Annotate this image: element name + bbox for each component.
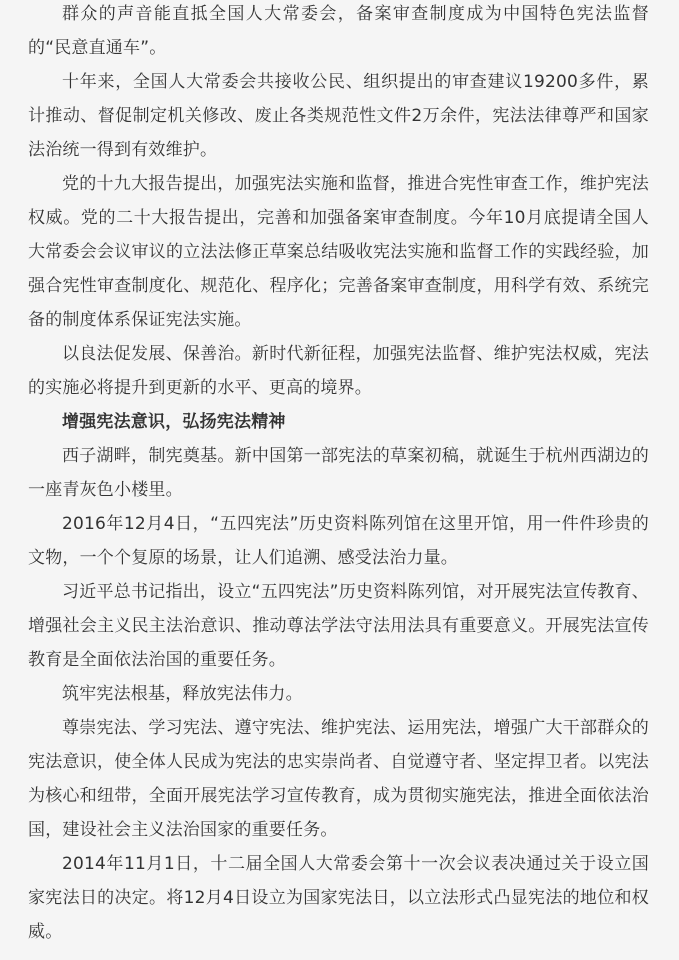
paragraph-museum-opening: 2016年12月4日，“五四宪法”历史资料陈列馆在这里开馆，用一件件珍贵的文物，一个个复原的场景，让人们追溯、感受法治力量。 (28, 514, 649, 568)
paragraph-review-suggestions: 十年来，全国人大常委会共接收公民、组织提出的审查建议19200多件，累计推动、督促制定机关修改、废止各类规范性文件2万余件，宪法法律尊严和国家法治统一得到有效维护。 (28, 72, 649, 160)
section-heading: 增强宪法意识，弘扬宪法精神 (62, 412, 286, 432)
paragraph-party-reports: 党的十九大报告提出，加强宪法实施和监督，推进合宪性审查工作，维护宪法权威。党的二十大报告提出，完善和加强备案审查制度。今年10月底提请全国人大常委会会议审议的立法法修正草案总结吸收宪法实施和监督工作的实践经验，加强合宪性审查制度化、规范化、程序化；完善备案审查制度，用科学有效、系统完备的制度体系保证宪法实施。 (28, 174, 649, 330)
paragraph-constitution-day: 2014年11月1日，十二届全国人大常委会第十一次会议表决通过关于设立国家宪法日的决定。将12月4日设立为国家宪法日，以立法形式凸显宪法的地位和权威。 (28, 854, 649, 942)
paragraph-good-law: 以良法促发展、保善治。新时代新征程，加强宪法监督、维护宪法权威，宪法的实施必将提升到更新的水平、更高的境界。 (28, 344, 649, 398)
paragraph-west-lake: 西子湖畔，制宪奠基。新中国第一部宪法的草案初稿，就诞生于杭州西湖边的一座青灰色小楼里。 (28, 446, 649, 500)
paragraph-petition-channel: 群众的声音能直抵全国人大常委会，备案审查制度成为中国特色宪法监督的“民意直通车”。 (28, 4, 649, 58)
paragraph-foundation: 筑牢宪法根基，释放宪法伟力。 (62, 684, 303, 704)
paragraph-xi-remarks: 习近平总书记指出，设立“五四宪法”历史资料陈列馆，对开展宪法宣传教育、增强社会主义民主法治意识、推动尊法学法守法用法具有重要意义。开展宪法宣传教育是全面依法治国的重要任务。 (28, 582, 649, 670)
paragraph-respect-constitution: 尊崇宪法、学习宪法、遵守宪法、维护宪法、运用宪法，增强广大干部群众的宪法意识，使全体人民成为宪法的忠实崇尚者、自觉遵守者、坚定捍卫者。以宪法为核心和纽带，全面开展宪法学习宣传教育，成为贯彻实施宪法，推进全面依法治国，建设社会主义法治国家的重要任务。 (28, 718, 649, 840)
